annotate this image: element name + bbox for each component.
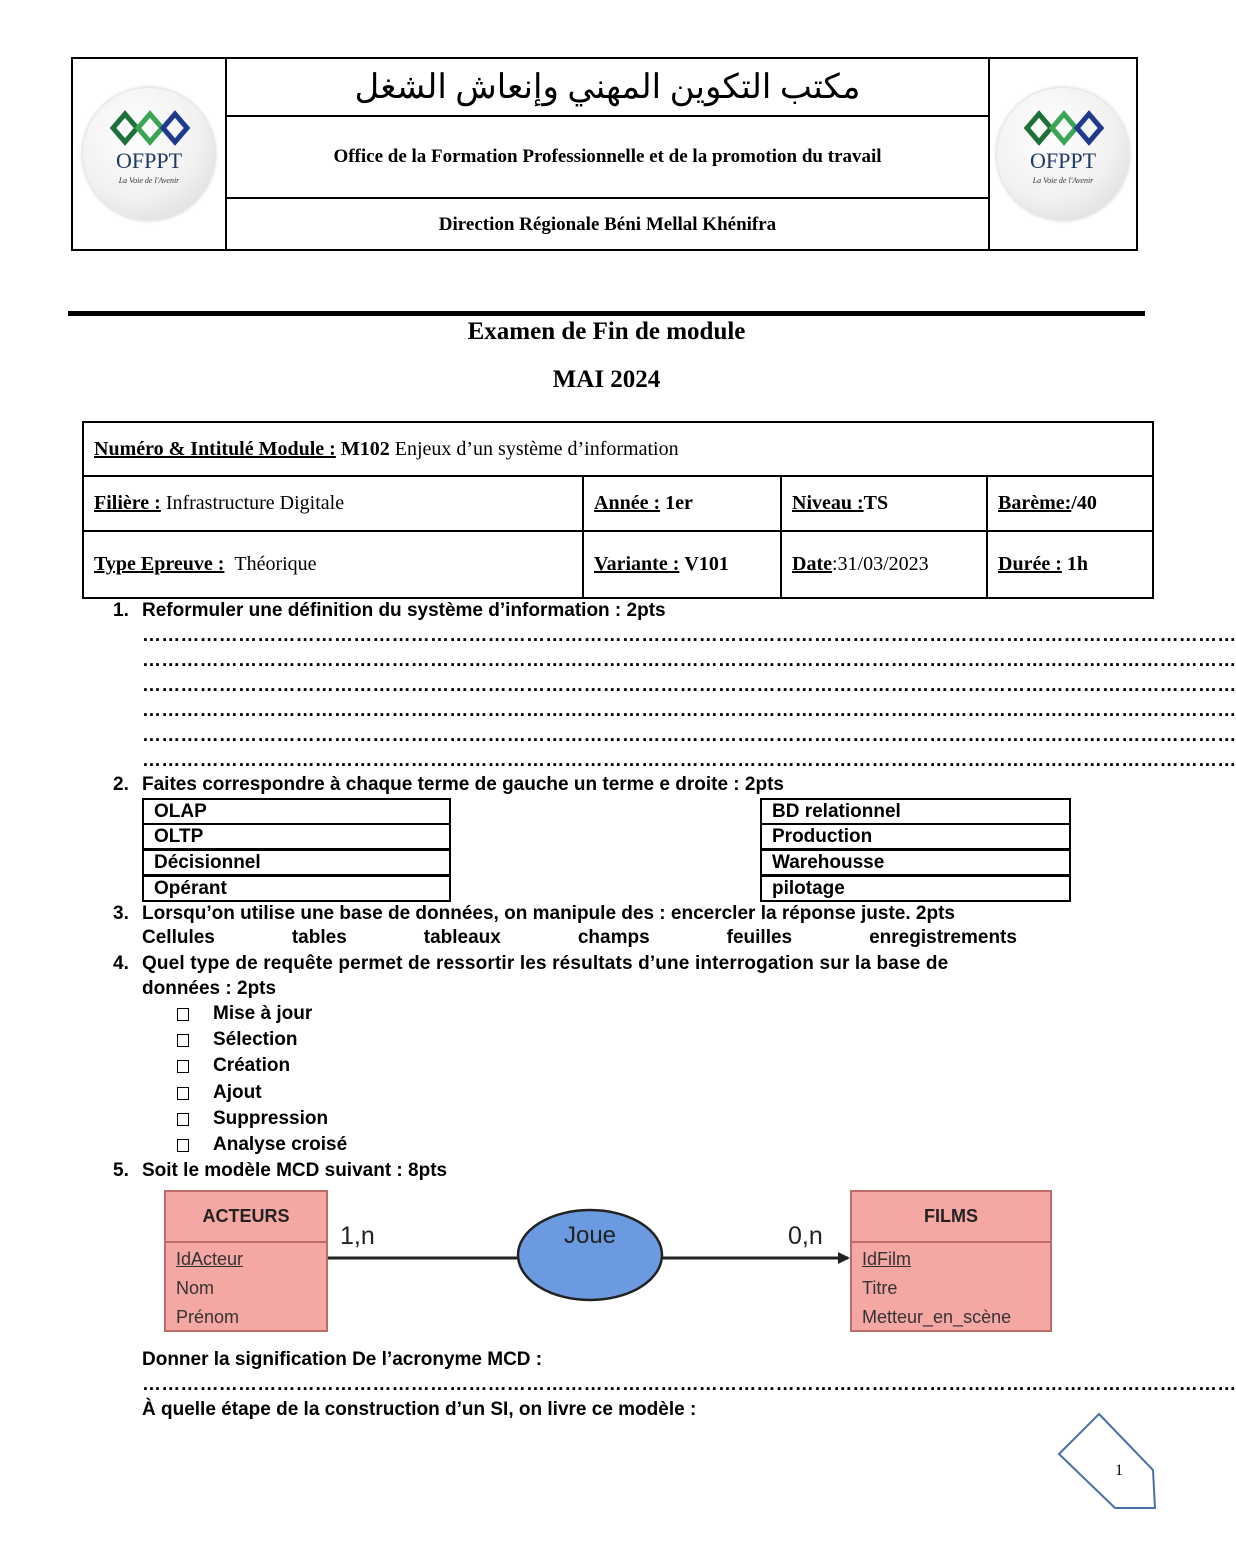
logo-tagline: La Voie de l'Avenir <box>1032 176 1094 185</box>
exam-session: MAI 2024 <box>552 366 661 393</box>
filiere-value: Infrastructure Digitale <box>165 492 345 514</box>
match-right-item[interactable]: Warehousse <box>760 849 1071 876</box>
office-name: Office de la Formation Professionnelle et de la promotion du travail <box>227 117 988 199</box>
annee-label: Année : <box>594 492 661 514</box>
niveau-value: TS <box>863 492 889 514</box>
question-2-number: 2. <box>113 774 129 795</box>
duree-value: 1h <box>1066 553 1088 575</box>
choice-option[interactable]: feuilles <box>726 927 793 948</box>
cardinality-right: 0,n <box>788 1222 823 1250</box>
question-1-text: Reformuler une définition du système d’information : 2pts <box>142 600 666 621</box>
page-number: 1 <box>1115 1462 1123 1479</box>
association-name: Joue <box>563 1222 617 1249</box>
answer-line[interactable]: ……………………………………………………………………………………………………………………………………………………… <box>142 625 1236 646</box>
match-left-item[interactable]: OLTP <box>142 823 451 850</box>
entity-films <box>850 1190 1052 1332</box>
question-3-number: 3. <box>113 903 129 924</box>
option-label: Ajout <box>213 1082 262 1103</box>
question-5-number: 5. <box>113 1160 129 1181</box>
question-4-number: 4. <box>113 953 129 974</box>
answer-line[interactable]: ……………………………………………………………………………………………………………………………………………………… <box>142 750 1236 771</box>
choice-option[interactable]: tables <box>291 927 347 948</box>
option-label: Suppression <box>213 1108 329 1129</box>
entity-attribute: Titre <box>862 1278 898 1298</box>
option-label: Mise à jour <box>213 1003 313 1024</box>
logo-tagline: La Voie de l'Avenir <box>118 176 180 185</box>
match-left-item[interactable]: Décisionnel <box>142 849 451 876</box>
bareme-value: /40 <box>1071 492 1097 514</box>
page-shape-icon <box>1057 1412 1157 1512</box>
option-label: Analyse croisé <box>213 1134 348 1155</box>
question-4-text-line2: données : 2pts <box>142 978 277 999</box>
logo-brand: OFPPT <box>115 148 183 173</box>
module-code: M102 <box>340 437 390 460</box>
option-label: Sélection <box>213 1029 298 1050</box>
arabic-title: مكتب التكوين المهني وإنعاش الشغل <box>227 59 988 117</box>
answer-line[interactable]: ……………………………………………………………………………………………………………………………………………………… <box>142 725 1236 746</box>
direction-name: Direction Régionale Béni Mellal Khénifra <box>438 214 777 235</box>
entity-attribute: Prénom <box>176 1307 240 1327</box>
variante-value: V101 <box>684 553 729 575</box>
entity-attribute: IdFilm <box>862 1249 911 1269</box>
module-label: Numéro & Intitulé Module : <box>94 437 336 460</box>
entity-attribute: Metteur_en_scène <box>862 1307 1012 1327</box>
type-label: Type Epreuve : <box>94 553 225 575</box>
question-2-text: Faites correspondre à chaque terme de gauche un terme e droite : 2pts <box>142 774 784 795</box>
module-name: Enjeux d’un système d’information <box>394 437 679 460</box>
page-number-badge <box>1057 1412 1157 1517</box>
variante-label: Variante : <box>594 553 680 575</box>
exam-title: Examen de Fin de module <box>467 318 746 345</box>
answer-line[interactable]: ……………………………………………………………………………………………………………………………………………………… <box>142 1374 1236 1395</box>
date-value: :31/03/2023 <box>831 553 929 575</box>
question-5-sub1: Donner la signification De l’acronyme MCD : <box>142 1349 543 1370</box>
entity-name: FILMS <box>852 1192 1050 1243</box>
entity-attribute: Nom <box>176 1278 215 1298</box>
niveau-label: Niveau : <box>792 492 864 514</box>
date-label: Date <box>792 553 832 575</box>
entity-acteurs <box>164 1190 328 1332</box>
logo-brand: OFPPT <box>1029 148 1097 173</box>
choice-option[interactable]: enregistrements <box>869 927 1017 948</box>
annee-value: 1er <box>665 492 693 514</box>
answer-line[interactable]: ……………………………………………………………………………………………………………………………………………………… <box>142 675 1236 696</box>
answer-line[interactable]: ……………………………………………………………………………………………………………………………………………………… <box>142 650 1236 671</box>
choice-option[interactable]: champs <box>577 927 650 948</box>
option-label: Création <box>213 1055 291 1076</box>
match-left-item[interactable]: Opérant <box>142 875 451 902</box>
question-5-sub2: À quelle étape de la construction d’un SI, on livre ce modèle : <box>142 1399 697 1420</box>
entity-attribute: IdActeur <box>176 1249 244 1269</box>
match-right-item[interactable]: Production <box>760 823 1071 850</box>
question-1-number: 1. <box>113 600 129 621</box>
bareme-label: Barème: <box>998 492 1072 514</box>
choice-option[interactable]: Cellules <box>142 927 215 948</box>
duree-label: Durée : <box>998 553 1062 575</box>
match-left-item[interactable]: OLAP <box>142 798 451 825</box>
match-right-item[interactable]: pilotage <box>760 875 1071 902</box>
question-3-text: Lorsqu’on utilise une base de données, on manipule des : encercler la réponse juste. 2pts <box>142 903 955 924</box>
choice-option[interactable]: tableaux <box>423 927 501 948</box>
filiere-label: Filière : <box>94 492 161 514</box>
match-right-item[interactable]: BD relationnel <box>760 798 1071 825</box>
cardinality-left: 1,n <box>340 1222 375 1250</box>
arrow-head-icon <box>838 1252 850 1264</box>
question-5-text: Soit le modèle MCD suivant : 8pts <box>142 1160 448 1181</box>
entity-name: ACTEURS <box>166 1192 326 1243</box>
answer-line[interactable]: ……………………………………………………………………………………………………………………………………………………… <box>142 700 1236 721</box>
type-value: Théorique <box>234 553 317 575</box>
question-4-text-line1: Quel type de requête permet de ressortir les résultats d’une interrogation sur la base de <box>142 953 949 974</box>
